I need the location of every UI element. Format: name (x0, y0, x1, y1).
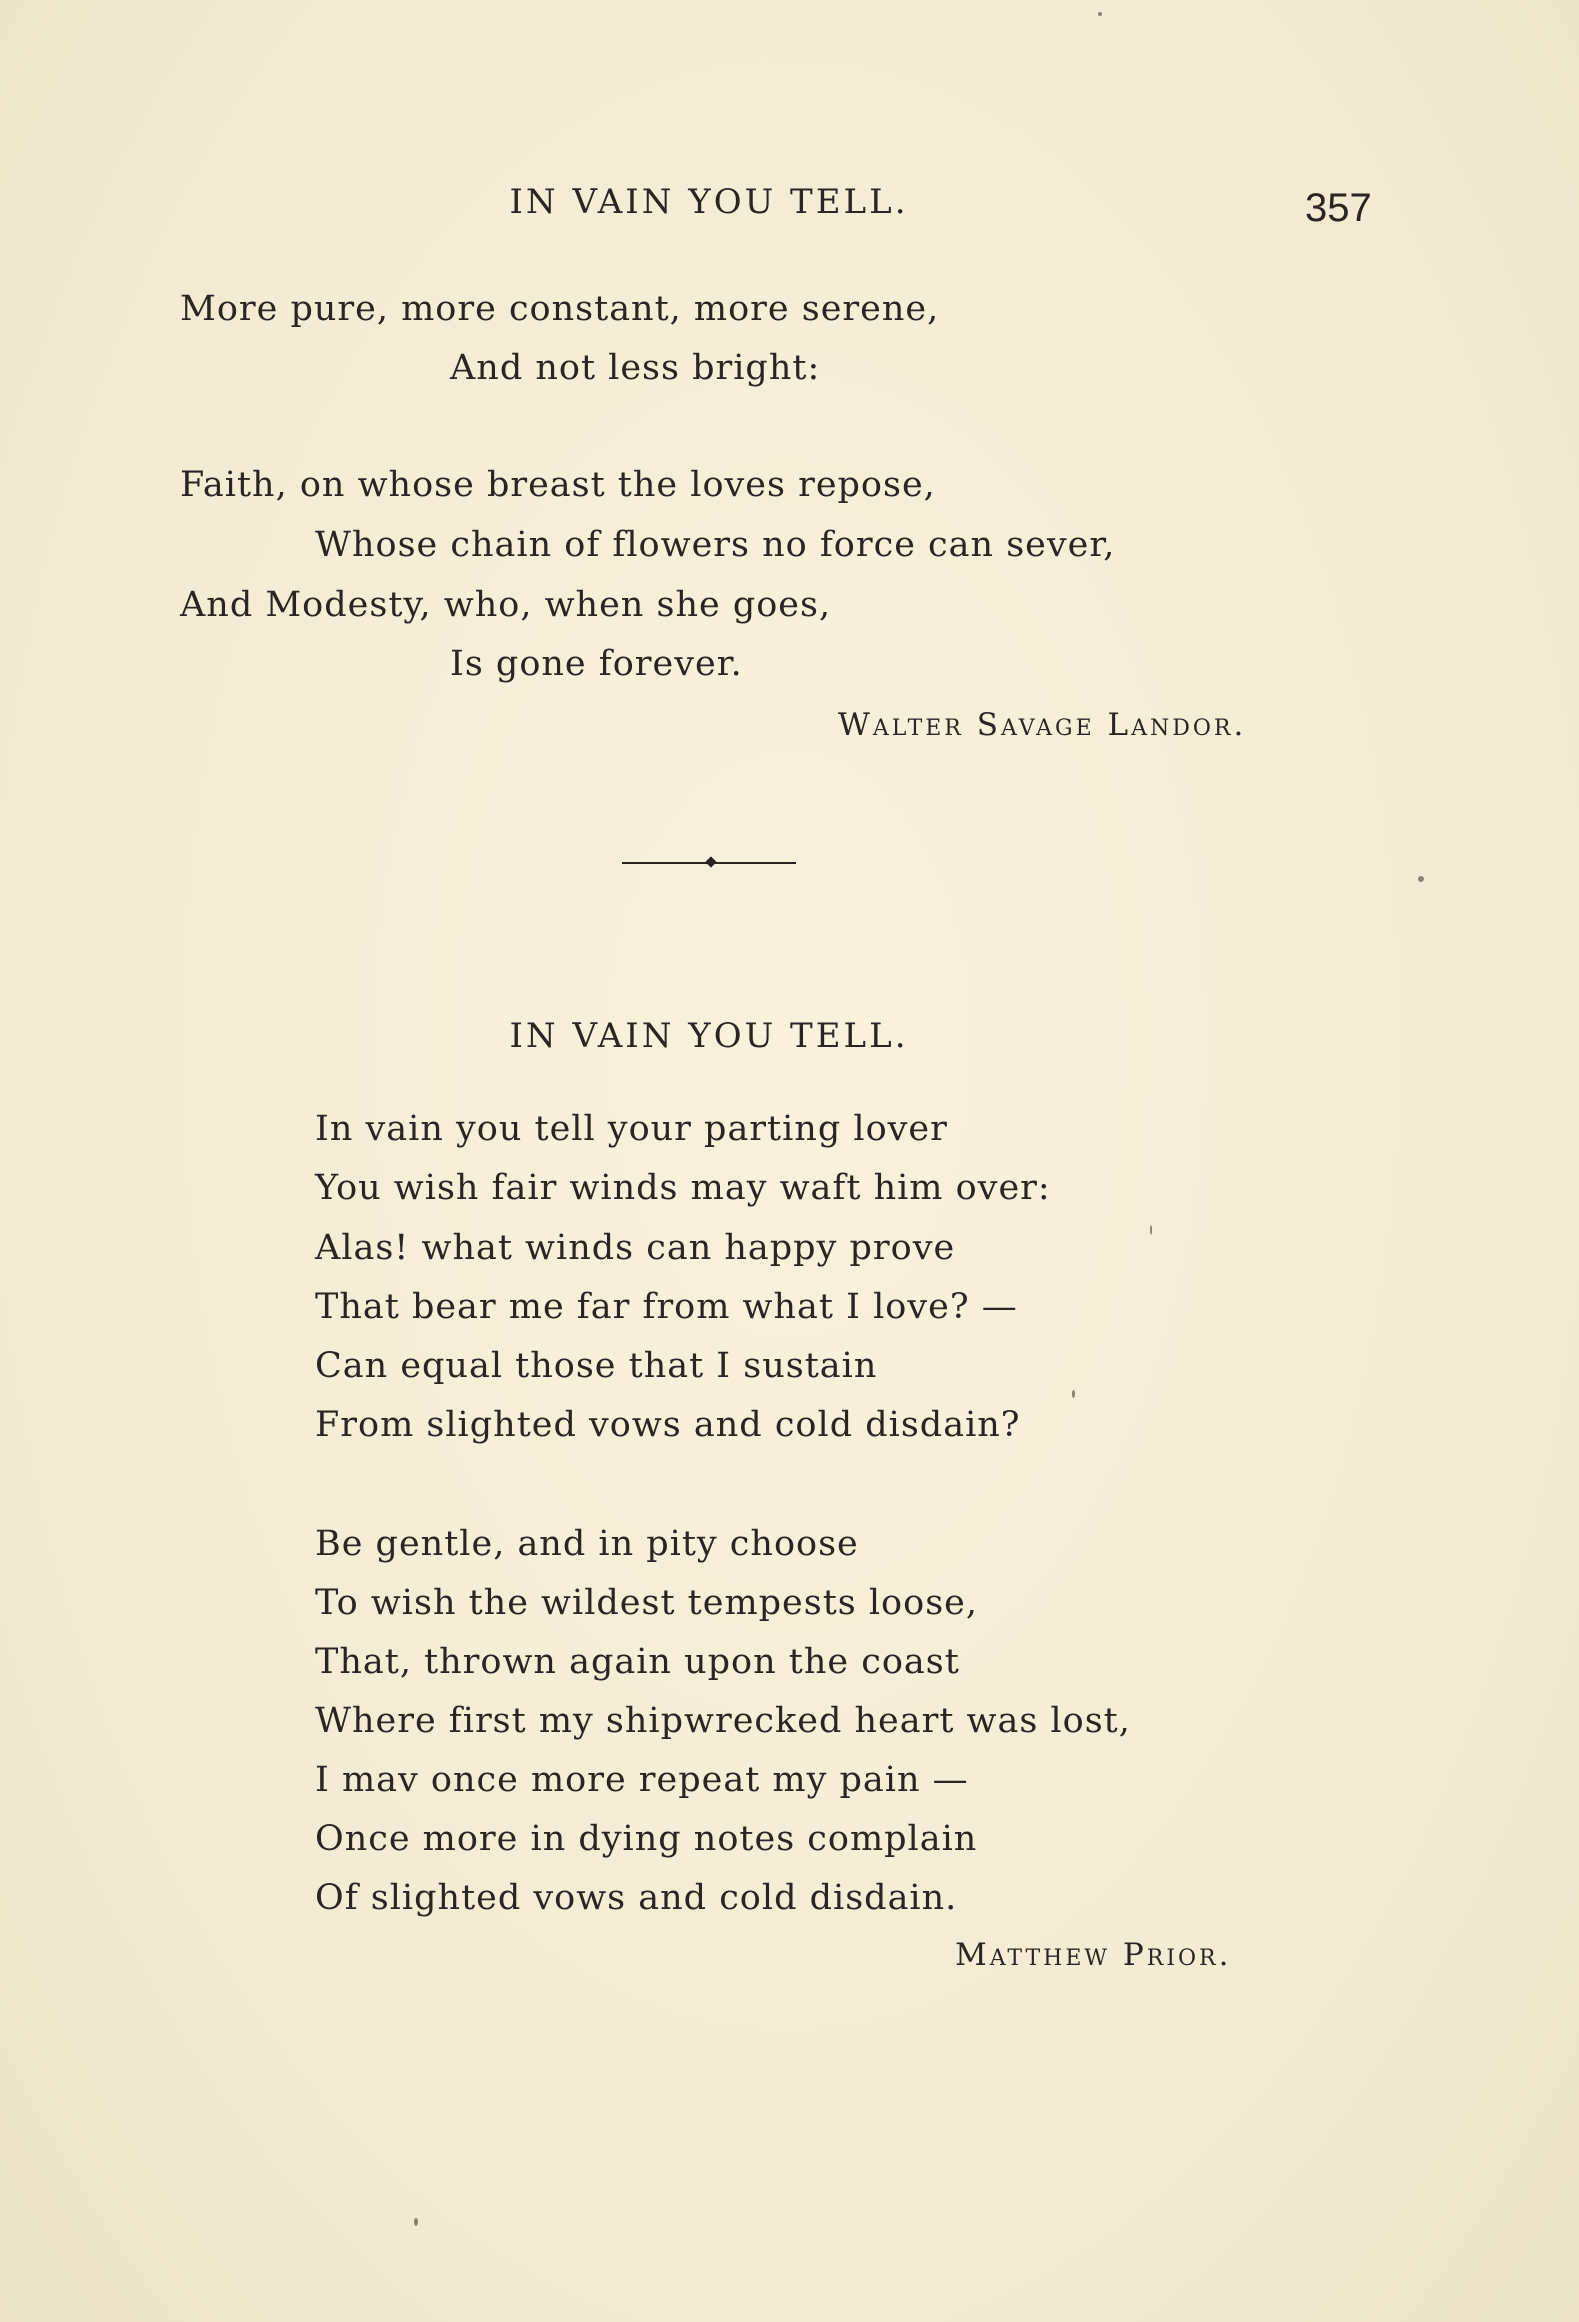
page-number: 357 (1305, 186, 1372, 230)
poem-title: IN VAIN YOU TELL. (509, 1016, 909, 1056)
poem-line: That bear me far from what I love? — (315, 1287, 1018, 1327)
poem-line: More pure, more constant, more serene, (180, 289, 940, 329)
poem-line: In vain you tell your parting lover (315, 1109, 948, 1149)
poem-line: Where first my shipwrecked heart was lost, (315, 1701, 1131, 1741)
section-divider (622, 857, 796, 869)
paper-speck (1418, 876, 1424, 882)
poem-line: To wish the wildest tempests loose, (315, 1583, 979, 1623)
poem-line: Is gone forever. (450, 644, 743, 684)
poem-line: Can equal those that I sustain (315, 1346, 878, 1386)
poem-line: Faith, on whose breast the loves repose, (180, 465, 936, 505)
paper-speck (1072, 1390, 1075, 1398)
poem-line: Alas! what winds can happy prove (315, 1228, 956, 1268)
poem-line: Once more in dying notes complain (315, 1819, 978, 1859)
poem-line: That, thrown again upon the coast (315, 1642, 960, 1682)
poem-line: And not less bright: (450, 348, 821, 388)
poem-line: And Modesty, who, when she goes, (180, 585, 832, 625)
paper-speck (1098, 12, 1102, 16)
running-title: IN VAIN YOU TELL. (509, 182, 909, 222)
poem-line: I mav once more repeat my pain — (315, 1760, 969, 1800)
author-attribution: Matthew Prior. (955, 1937, 1232, 1973)
paper-speck (1150, 1225, 1152, 1235)
poem-line: You wish fair winds may waft him over: (315, 1168, 1051, 1208)
author-attribution: Walter Savage Landor. (838, 707, 1247, 743)
paper-speck (414, 2218, 418, 2226)
poem-line: Be gentle, and in pity choose (315, 1524, 859, 1564)
poem-line: Whose chain of flowers no force can sever, (315, 525, 1116, 565)
poem-line: From slighted vows and cold disdain? (315, 1405, 1021, 1445)
poem-line: Of slighted vows and cold disdain. (315, 1878, 958, 1918)
